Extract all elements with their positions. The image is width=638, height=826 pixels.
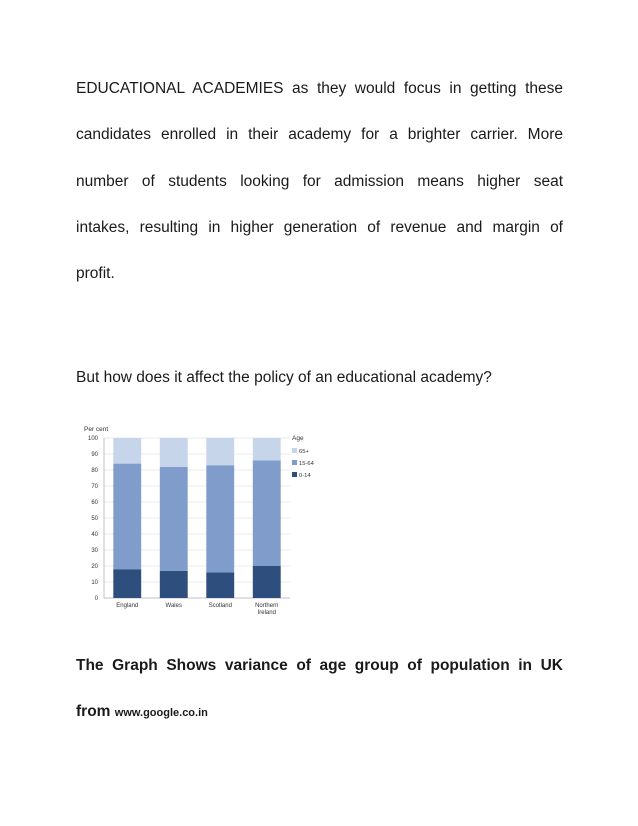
caption-source-line	[76, 703, 563, 721]
y-tick-label: 100	[87, 436, 98, 443]
legend-swatch	[292, 460, 297, 465]
y-tick-label: 50	[91, 516, 98, 523]
legend-label: 0-14	[299, 472, 311, 479]
y-tick-labels	[88, 436, 99, 602]
bar-segment-15-64	[160, 467, 188, 571]
x-tick-label: England	[116, 603, 139, 609]
caption-source: www.google.co.in	[114, 707, 208, 719]
y-tick-label: 0	[94, 596, 98, 603]
y-tick-label: 30	[91, 548, 98, 555]
y-tick-label: 70	[91, 484, 98, 491]
x-tick-label: Ireland	[257, 610, 276, 616]
paragraph-line-4: intakes, resulting in higher generation of revenue and margin of	[76, 219, 563, 236]
x-tick-labels	[116, 603, 278, 616]
bar-segment-65plus	[253, 438, 281, 460]
y-tick-label: 40	[91, 532, 98, 539]
caption-from: from	[76, 703, 111, 720]
bar-segment-0-14	[206, 572, 234, 598]
y-tick-label: 10	[91, 580, 98, 587]
legend-label: 15-64	[299, 460, 314, 467]
y-tick-label: 20	[91, 564, 98, 571]
x-tick-label: Scotland	[208, 603, 232, 609]
bar-segment-15-64	[253, 460, 281, 566]
legend-label: 65+	[299, 448, 309, 455]
paragraph-line-5: profit.	[76, 265, 115, 282]
bar-segment-0-14	[160, 571, 188, 598]
y-tick-label: 90	[91, 452, 98, 459]
question-text: But how does it affect the policy of an educational academy?	[76, 369, 492, 386]
paragraph-line-2: candidates enrolled in their academy for a brighter carrier. More	[76, 126, 563, 143]
y-tick-label: 60	[91, 500, 98, 507]
bar-segment-65plus	[160, 438, 188, 467]
x-tick-label: Wales	[165, 603, 182, 609]
y-tick-label: 80	[91, 468, 98, 475]
bar-segment-0-14	[113, 569, 141, 598]
bar-segment-65plus	[206, 438, 234, 465]
legend-swatch	[292, 472, 297, 477]
chart-caption: The Graph Shows variance of age group of population in UK	[76, 657, 563, 674]
paragraph-line-1: EDUCATIONAL ACADEMIES as they would focus in getting these	[76, 80, 563, 97]
paragraph-line-3: number of students looking for admission means higher seat	[76, 173, 563, 190]
bar-segment-0-14	[253, 566, 281, 598]
chart-legend	[292, 448, 315, 479]
x-tick-label: Northern	[255, 603, 279, 609]
bar-segment-65plus	[113, 438, 141, 464]
bar-segment-15-64	[113, 464, 141, 570]
legend-swatch	[292, 448, 297, 453]
bar-segment-15-64	[206, 465, 234, 572]
legend-title: Age	[292, 435, 304, 442]
stacked-bar-chart	[80, 424, 320, 624]
y-axis-label: Per cent	[84, 426, 109, 433]
